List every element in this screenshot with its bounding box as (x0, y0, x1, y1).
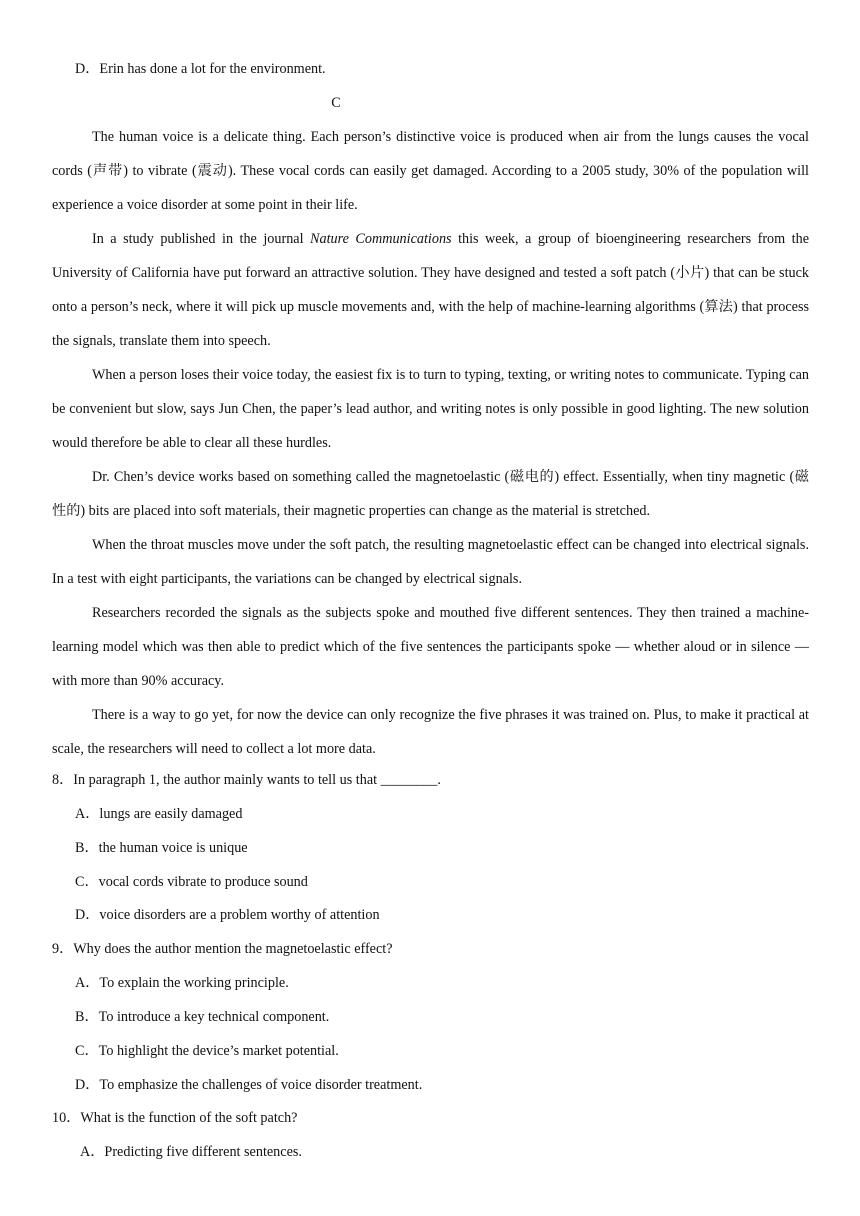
paragraph-3: When a person loses their voice today, the easiest fix is to turn to typing, texting, or writing notes to communicate. Typing can be convenient but slow, says Jun Chen, the paper’s lead author, and writing notes is only possible in good lighting. The new solution would therefore be able to clear all these hurdles. (52, 367, 809, 451)
paragraph-2 (52, 222, 809, 358)
paragraph-4: Dr. Chen’s device works based on something called the magnetoelastic (磁电的) effect. Essentially, when tiny magnetic (磁性的) bits are placed into soft materials, their magnetic properties can change as the material is stretched. (52, 469, 809, 519)
question-9-option-a: A．To explain the working principle. (75, 975, 289, 991)
question-10-option-a: A．Predicting five different sentences. (80, 1144, 302, 1160)
question-8-option-c: C．vocal cords vibrate to produce sound (75, 874, 308, 890)
question-8-option-a: A．lungs are easily damaged (75, 806, 243, 822)
journal-title: Nature Communications (310, 231, 452, 247)
paragraph-5: When the throat muscles move under the soft patch, the resulting magnetoelastic effect can be changed into electrical signals. In a test with eight participants, the variations can be changed by electrical signals. (52, 537, 809, 587)
question-9-option-b: B．To introduce a key technical component. (75, 1009, 330, 1025)
paragraph-2-text-after: this week, a group of bioengineering researchers from the University of California have put forward an attractive solution. They have designed and tested a soft patch (小片) that can be stuck onto a person’s neck, where it will pick up muscle movements and, with the help of machine-learning algorithms (算法) that process the signals, translate them into speech. (52, 231, 810, 349)
question-9-option-d: D．To emphasize the challenges of voice disorder treatment. (75, 1077, 423, 1093)
paragraph-2-text-before: In a study published in the journal (92, 231, 311, 247)
question-8-stem: 8．In paragraph 1, the author mainly wants to tell us that ________. (52, 772, 441, 788)
question-8-option-d: D．voice disorders are a problem worthy of attention (75, 907, 380, 923)
question-10-stem: 10．What is the function of the soft patch? (52, 1110, 298, 1126)
question-9-stem: 9．Why does the author mention the magnetoelastic effect? (52, 941, 393, 957)
passage-label: C (331, 95, 341, 111)
question-8-option-b: B．the human voice is unique (75, 840, 248, 856)
paragraph-7: There is a way to go yet, for now the device can only recognize the five phrases it was trained on. Plus, to make it practical at scale, the researchers will need to collect a lot more data. (52, 707, 809, 757)
question-9-option-c: C．To highlight the device’s market potential. (75, 1043, 339, 1059)
paragraph-6: Researchers recorded the signals as the subjects spoke and mouthed five different sentences. They then trained a machine-learning model which was then able to predict which of the five sentences the participants spoke — whether aloud or in silence — with more than 90% accuracy. (52, 605, 809, 689)
passage-body (52, 120, 809, 766)
previous-question-option-d: D．Erin has done a lot for the environment. (75, 61, 326, 77)
paragraph-1: The human voice is a delicate thing. Each person’s distinctive voice is produced when air from the lungs causes the vocal cords (声带) to vibrate (震动). These vocal cords can easily get damaged. According to a 2005 study, 30% of the population will experience a voice disorder at some point in their life. (52, 129, 809, 213)
